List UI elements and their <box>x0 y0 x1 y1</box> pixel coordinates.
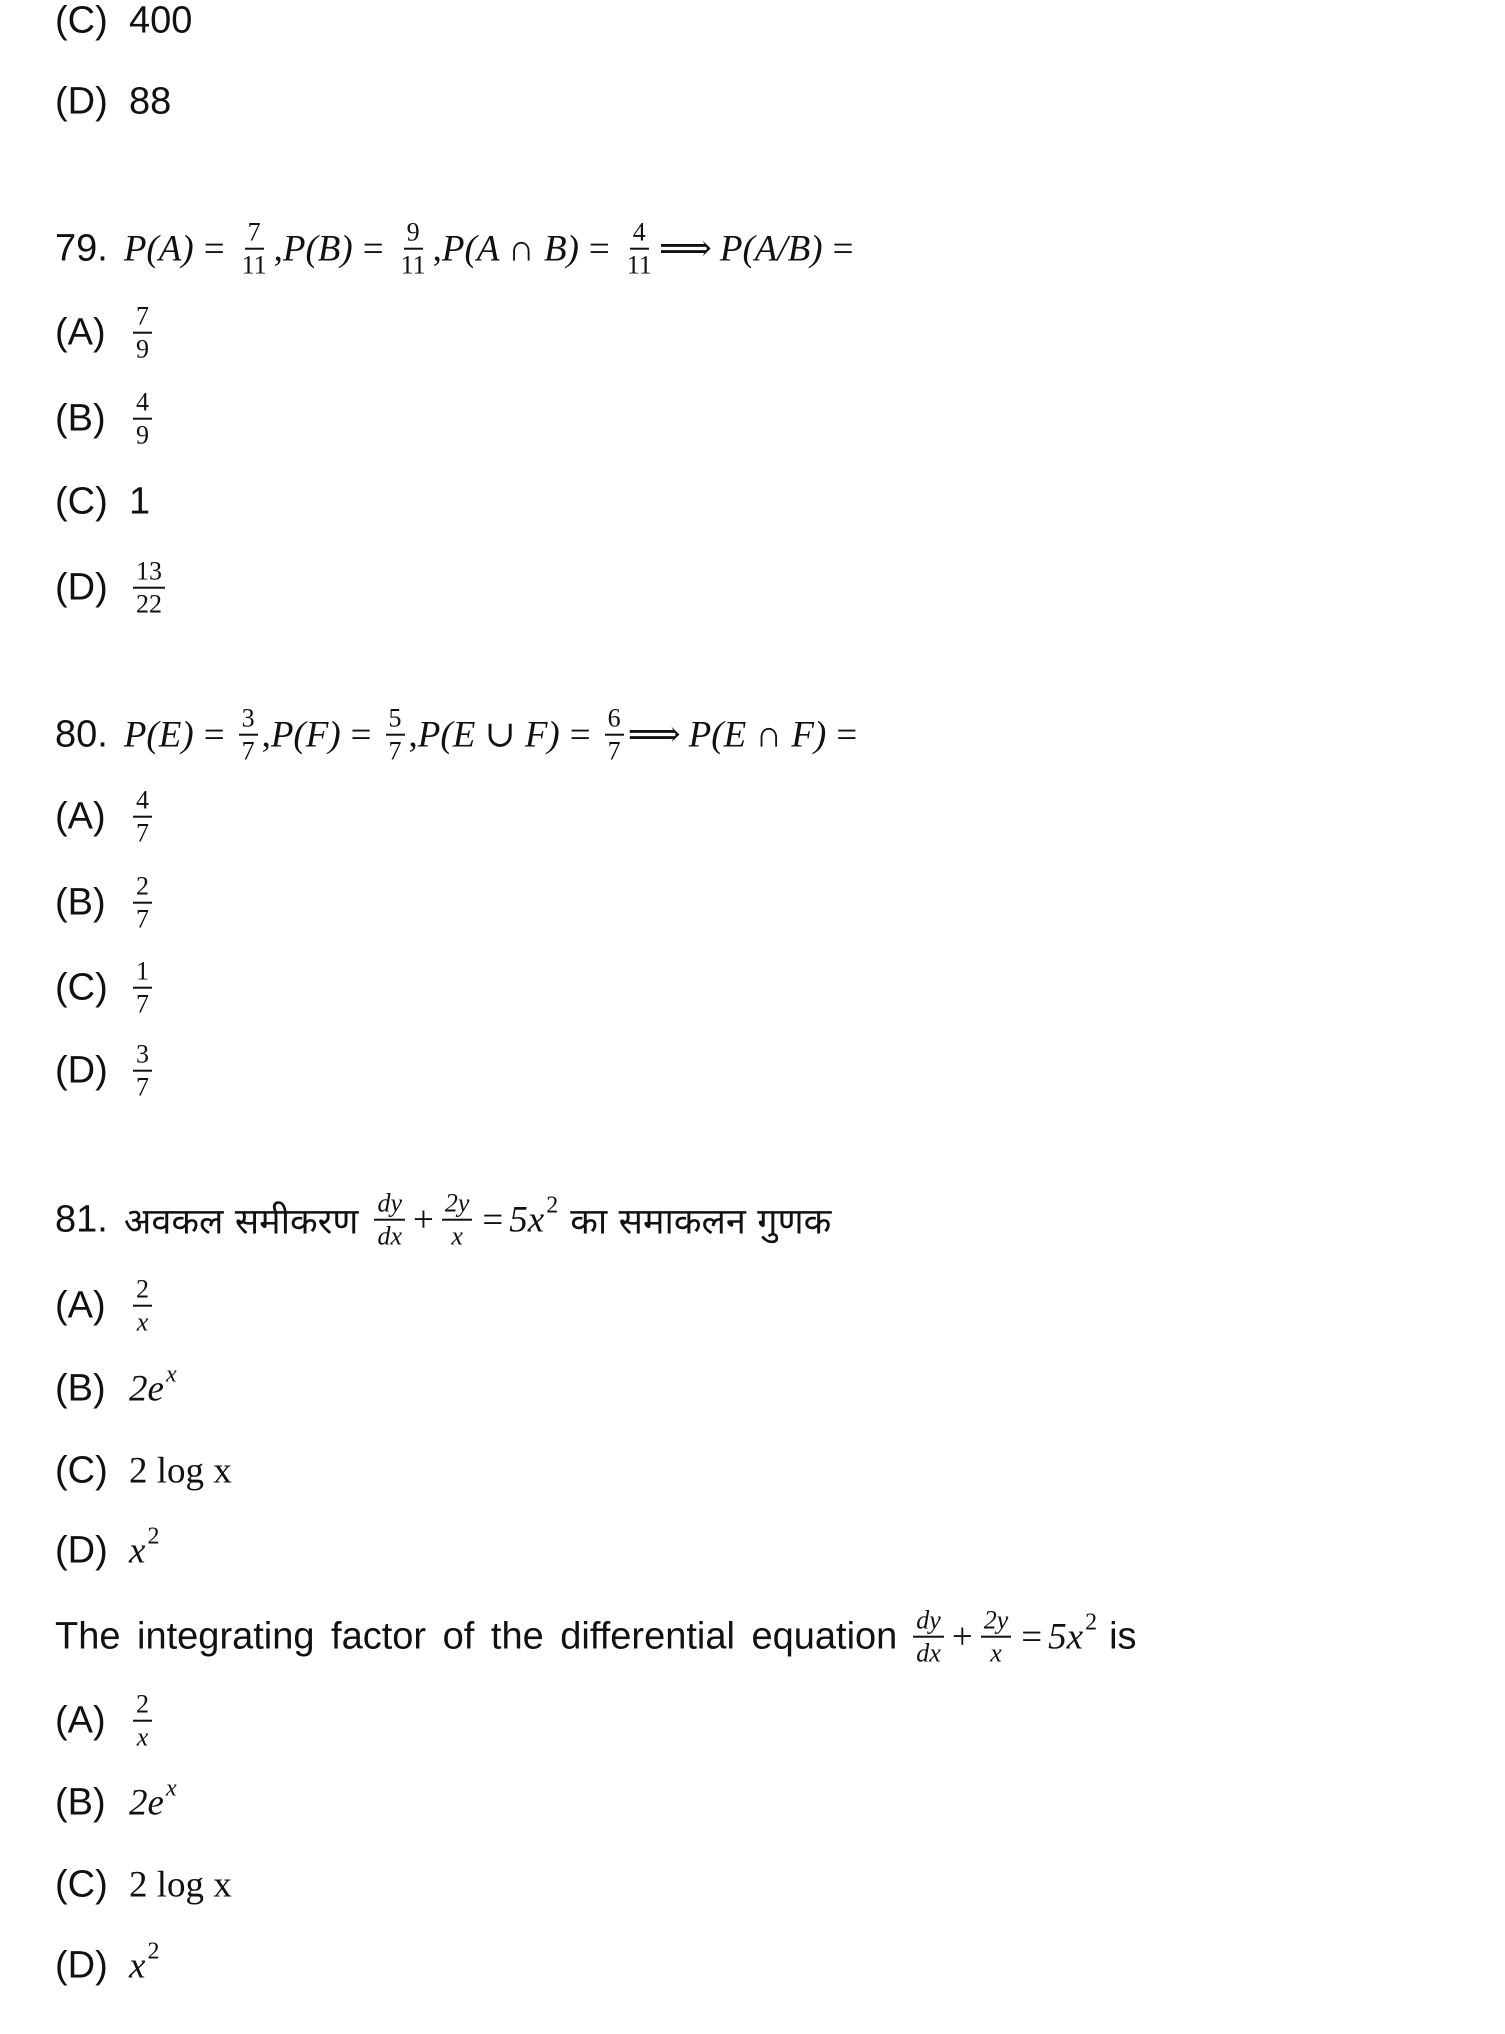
q79-option-a[interactable] <box>55 303 156 364</box>
question-equation: P(A) = $\frac{7}{11}$ , P(B) = $\frac{9}{11}$ , P(A ∩ B) = $\frac{4}{11}$ ⟹ P(A/B) = <box>123 217 854 280</box>
option-value: 2e x <box>129 1775 177 1824</box>
fraction: $\frac{4}{11}$ <box>626 217 652 280</box>
option-label: (C) <box>55 1449 108 1492</box>
option-label: (A) <box>55 1699 106 1742</box>
option-label: (B) <box>55 881 106 924</box>
option-value: 2 log x <box>129 1450 232 1492</box>
question-number: 79. <box>55 227 108 270</box>
option-fraction: $\frac{7}{9}$ <box>133 303 152 364</box>
option-fraction: $\frac{1}{7}$ <box>133 958 152 1019</box>
differential-equation: $\frac{dy}{dx}$ + $\frac{2y}{x}$ = 5x 2 <box>370 1190 558 1251</box>
q81-hindi-option-d[interactable] <box>55 1523 160 1573</box>
option-label: (B) <box>55 1781 106 1824</box>
question-81-stem-english <box>55 1607 1137 1668</box>
option-value: 2 log x <box>129 1864 232 1906</box>
question-text-hindi-suffix: का समाकलन गुणक <box>570 1201 832 1243</box>
option-fraction: $\frac{2}{x}$ <box>133 1691 152 1752</box>
question-80-stem <box>55 705 867 766</box>
q81-hindi-option-b[interactable] <box>55 1361 177 1411</box>
q81-english-option-c[interactable] <box>55 1864 232 1907</box>
option-label: (A) <box>55 795 106 838</box>
option-label: (B) <box>55 397 106 440</box>
q79-option-b[interactable] <box>55 389 156 450</box>
option-value: 2e x <box>129 1361 177 1410</box>
q81-english-option-b[interactable] <box>55 1775 177 1825</box>
question-81-stem-hindi <box>55 1190 831 1251</box>
q80-option-d[interactable] <box>55 1041 156 1102</box>
option-label: (D) <box>55 566 108 609</box>
option-value: 400 <box>129 0 193 42</box>
fraction: $\frac{3}{7}$ <box>239 705 258 766</box>
option-value: 1 <box>129 480 151 523</box>
question-79-stem <box>55 219 863 280</box>
option-label: (C) <box>55 966 108 1009</box>
fraction: $\frac{6}{7}$ <box>605 705 624 766</box>
q79-option-c[interactable] <box>55 481 150 524</box>
differential-equation: $\frac{dy}{dx}$ + $\frac{2y}{x}$ = 5x 2 <box>909 1607 1097 1668</box>
option-label: (A) <box>55 311 106 354</box>
option-label: (D) <box>55 1049 108 1092</box>
option-d-prev <box>55 81 171 124</box>
fraction: $\frac{7}{11}$ <box>241 217 267 280</box>
option-label: (D) <box>55 1944 108 1987</box>
question-number: 81. <box>55 1198 108 1241</box>
option-c-prev <box>55 0 192 43</box>
question-equation: P(E) = $\frac{3}{7}$ , P(F) = $\frac{5}{7}$ , P(E ∪ F) = $\frac{6}{7}$ ⟹ P(E ∩ F) = <box>123 703 858 766</box>
option-fraction: $\frac{3}{7}$ <box>133 1041 152 1102</box>
option-label: (A) <box>55 1284 106 1327</box>
option-label: (C) <box>55 1863 108 1906</box>
option-fraction: $\frac{2}{7}$ <box>133 873 152 934</box>
q80-option-a[interactable] <box>55 787 156 848</box>
option-label: (B) <box>55 1367 106 1410</box>
q81-hindi-option-a[interactable] <box>55 1276 156 1337</box>
implies-symbol: ⟹ <box>658 229 712 270</box>
q79-option-d[interactable] <box>55 558 169 619</box>
option-fraction: $\frac{13}{22}$ <box>133 558 165 619</box>
q81-hindi-option-c[interactable] <box>55 1450 232 1493</box>
option-fraction: $\frac{2}{x}$ <box>133 1276 152 1337</box>
question-number: 80. <box>55 713 108 756</box>
option-value: x 2 <box>129 1523 160 1572</box>
q80-option-c[interactable] <box>55 958 156 1019</box>
fraction: $\frac{5}{7}$ <box>386 705 405 766</box>
question-text-hindi-prefix: अवकल समीकरण <box>123 1201 359 1243</box>
question-text-english-suffix: is <box>1109 1615 1137 1658</box>
q81-english-option-a[interactable] <box>55 1691 156 1752</box>
fraction: $\frac{9}{11}$ <box>400 217 426 280</box>
option-label: (C) <box>55 480 108 523</box>
option-fraction: $\frac{4}{9}$ <box>133 389 152 450</box>
q81-english-option-d[interactable] <box>55 1938 160 1988</box>
option-value: 88 <box>129 80 172 123</box>
option-label: (D) <box>55 1529 108 1572</box>
q80-option-b[interactable] <box>55 873 156 934</box>
option-value: x 2 <box>129 1938 160 1987</box>
option-fraction: $\frac{4}{7}$ <box>133 787 152 848</box>
option-label: (C) <box>55 0 108 42</box>
implies-symbol: ⟹ <box>627 715 681 756</box>
question-text-english-prefix: The integrating factor of the differential equation <box>55 1615 898 1658</box>
option-label: (D) <box>55 80 108 123</box>
